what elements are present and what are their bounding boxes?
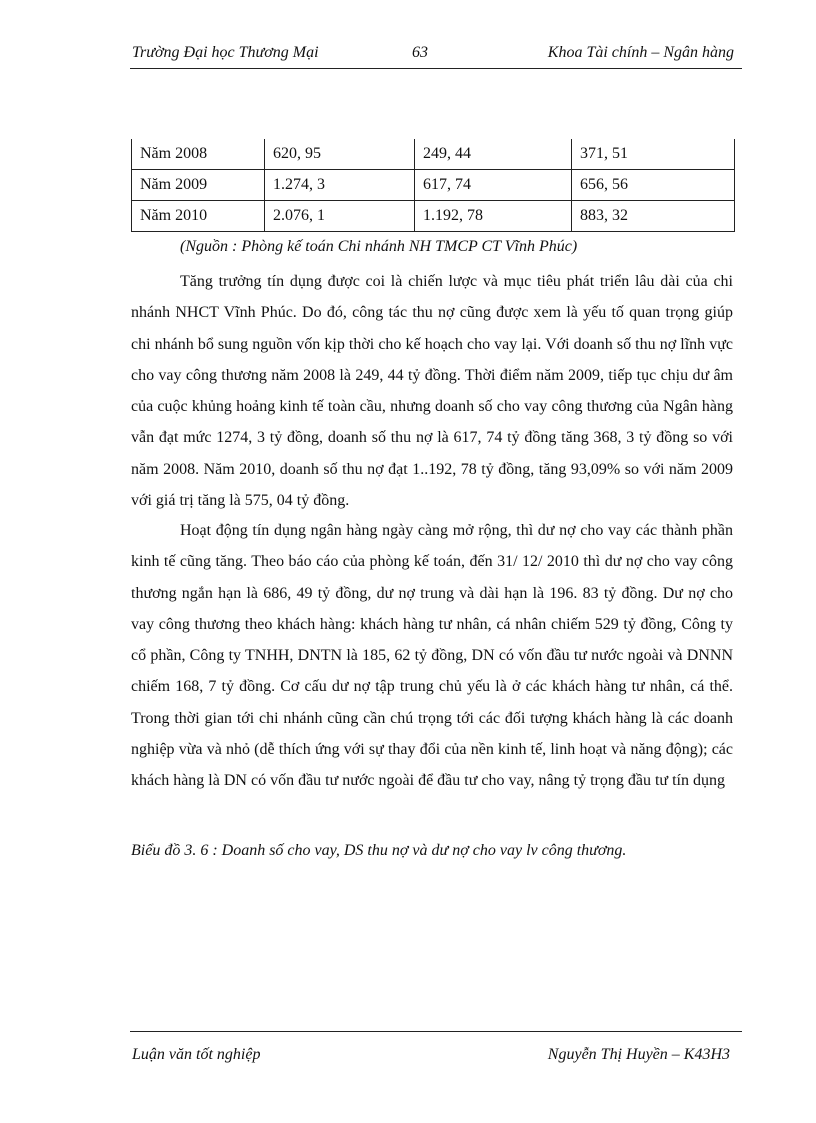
header-school: Trường Đại học Thương Mại	[132, 44, 319, 61]
table-row	[132, 170, 735, 201]
table-cell: 883, 32	[572, 201, 735, 232]
footer-author: Nguyễn Thị Huyền – K43H3	[547, 1046, 730, 1063]
page-number: 63	[412, 44, 428, 61]
table-source-note: (Nguồn : Phòng kế toán Chi nhánh NH TMCP CT Vĩnh Phúc)	[180, 238, 578, 255]
header-faculty: Khoa Tài chính – Ngân hàng	[547, 44, 734, 61]
table-cell: Năm 2010	[132, 201, 265, 232]
footer-thesis-label: Luận văn tốt nghiệp	[132, 1046, 261, 1063]
table-row	[132, 201, 735, 232]
chart-caption: Biểu đồ 3. 6 : Doanh số cho vay, DS thu nợ và dư nợ cho vay lv công thương.	[131, 842, 627, 859]
table-cell: 249, 44	[415, 139, 572, 170]
body-paragraph: Hoạt động tín dụng ngân hàng ngày càng mở rộng, thì dư nợ cho vay các thành phần kinh tế cũng tăng. Theo báo cáo của phòng kế toán, đến 31/ 12/ 2010 thì dư nợ cho vay công thương ngắn hạn là 686, 49 tỷ đồng, dư nợ trung và dài hạn là 196. 83 tỷ đồng. Dư nợ cho vay công thương theo khách hàng: khách hàng tư nhân, cá nhân chiếm 529 tỷ đồng, Công ty cổ phần, Công ty TNHH, DNTN là 185, 62 tỷ đồng, DN có vốn đầu tư nước ngoài và DNNN chiếm 168, 7 tỷ đồng. Cơ cấu dư nợ tập trung chủ yếu là ở các khách hàng tư nhân, cá thể. Trong thời gian tới chi nhánh cũng cần chú trọng tới các đối tượng khách hàng là các doanh nghiệp vừa và nhỏ (dễ thích ứng với sự thay đổi của nền kinh tế, linh hoạt và năng động); các khách hàng là DN có vốn đầu tư nước ngoài để đầu tư cho vay, nâng tỷ trọng đầu tư tín dụng	[131, 522, 733, 790]
table-cell: 656, 56	[572, 170, 735, 201]
table-row	[132, 139, 735, 170]
header-divider	[130, 68, 742, 69]
body-paragraph: Tăng trưởng tín dụng được coi là chiến lược và mục tiêu phát triển lâu dài của chi nhánh NHCT Vĩnh Phúc. Do đó, công tác thu nợ cũng được xem là yếu tố quan trọng giúp chi nhánh bổ sung nguồn vốn kịp thời cho kế hoạch cho vay lại. Với doanh số thu nợ lĩnh vực cho vay công thương năm 2008 là 249, 44 tỷ đồng. Thời điểm năm 2009, tiếp tục chịu dư âm của cuộc khủng hoảng kinh tế toàn cầu, nhưng doanh số cho vay công thương của Ngân hàng vẫn đạt mức 1274, 3 tỷ đồng, doanh số thu nợ là 617, 74 tỷ đồng tăng 368, 3 tỷ đồng so với năm 2008. Năm 2010, doanh số thu nợ đạt 1..192, 78 tỷ đồng, tăng 93,09% so với năm 2009 với giá trị tăng là 575, 04 tỷ đồng.	[131, 273, 733, 510]
page-footer	[130, 1046, 742, 1070]
table-cell: 1.192, 78	[415, 201, 572, 232]
table-cell: Năm 2008	[132, 139, 265, 170]
data-table	[131, 139, 735, 232]
table-cell: Năm 2009	[132, 170, 265, 201]
table-cell: 1.274, 3	[265, 170, 415, 201]
table-cell: 620, 95	[265, 139, 415, 170]
table-cell: 617, 74	[415, 170, 572, 201]
table-cell: 371, 51	[572, 139, 735, 170]
footer-divider	[130, 1031, 742, 1032]
table-cell: 2.076, 1	[265, 201, 415, 232]
page-header	[130, 40, 742, 68]
